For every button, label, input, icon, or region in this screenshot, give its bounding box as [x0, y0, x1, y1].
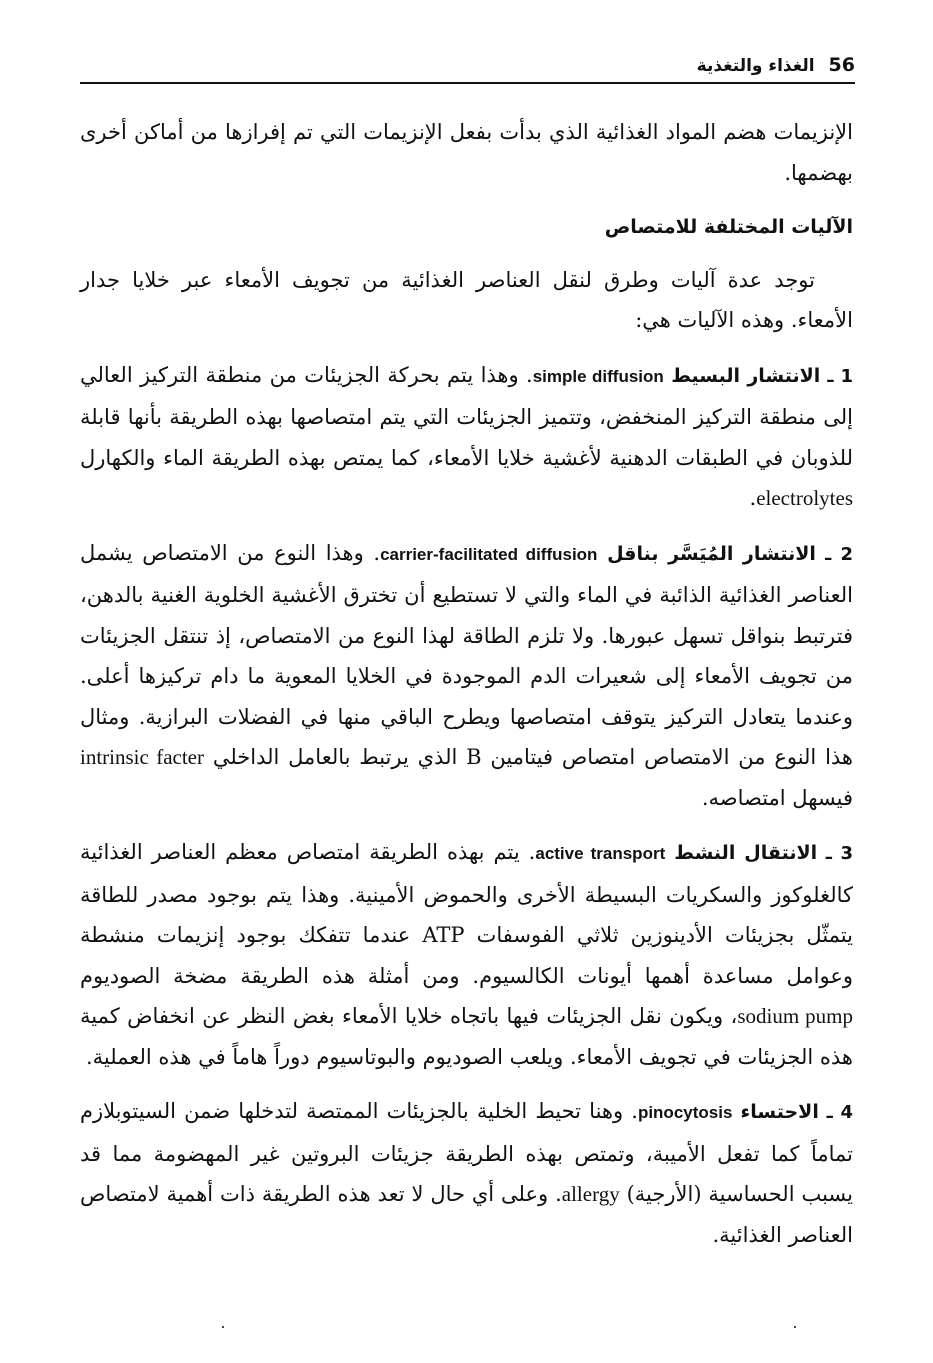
list-item: 2 ـ الانتشار المُيَسَّر بناقل carrier-facilitated diffusion. وهذا النوع من الامتصاص يشمل العناصر الغذائية الذائبة في الماء والتي لا تستطيع أن تخترق الأغشية الخلوية الغنية بالدهن، فترتبط بنواقل تسهل عبورها. ولا تلزم الطاقة لهذا النوع من الامتصاص، إذ تنتقل الجزيئات من تجويف الأمعاء إلى شعيرات الدم الموجودة في الخلايا المعوية ما دام تركيزها أعلى. وعندما يتعادل التركيز يتوقف امتصاصها ويطرح الباقي منها في الفضلات البرازية. ومثال هذا النوع من الامتصاص امتصاص فيتامين B الذي يرتبط بالعامل الداخلي intrinsic facter فيسهل امتصاصه. — [80, 540, 854, 810]
item-latin-term: sodium pump — [737, 1004, 853, 1028]
item-latin-term: intrinsic facter — [80, 745, 204, 769]
scan-speck — [794, 1326, 796, 1328]
item-text: . وهنا تحيط الخلية بالجزيئات الممتصة لتدخلها ضمن السيتوبلازم تماماً كما تفعل الأميبة، وتمتص بهذه الطريقة جزيئات البروتين غير المهضومة مما قد يسبب الحساسية (الأرجية) — [80, 1099, 853, 1206]
item-number: 1 — [840, 365, 853, 387]
list-item: 3 ـ الانتقال النشط active transport. يتم بهذه الطريقة امتصاص معظم العناصر الغذائية كالغلوكوز والسكريات البسيطة الأخرى والحموض الأمينية. وهذا يتم بوجود مصدر للطاقة يتمثّل بجزيئات الأدينوزين ثلاثي الفوسفات ATP عندما تتفكك بوجود إنزيمات منشطة وعوامل مساعدة أهمها أيونات الكالسيوم. ومن أمثلة هذه الطريقة مضخة الصوديوم sodium pump، ويكون نقل الجزيئات فيها باتجاه خلايا الأمعاء بغض النظر عن انخفاض كمية هذه الجزيئات في تجويف الأمعاء. ويلعب الصوديوم والبوتاسيوم دوراً هاماً في هذه العملية. — [80, 840, 853, 1069]
item-text-end: ، ويكون نقل الجزيئات فيها باتجاه خلايا الأمعاء بغض النظر عن انخفاض كمية هذه الجزيئات في تجويف الأمعاء. ويلعب الصوديوم والبوتاسيوم دوراً هاماً في هذه العملية. — [80, 1004, 853, 1069]
item-text: . وهذا يتم بحركة الجزيئات من منطقة التركيز العالي إلى منطقة التركيز المنخفض، وتتميز الجزيئات التي يتم امتصاصها بهذه الطريقة بأنها قابلة للذوبان في الطبقات الدهنية لأغشية خلايا الأمعاء، كما يمتص بهذه الطريقة الماء والكهارل — [80, 362, 853, 470]
item-term-english: pinocytosis — [637, 1103, 733, 1122]
list-item: 4 ـ الاحتساء pinocytosis. وهنا تحيط الخلية بالجزيئات الممتصة لتدخلها ضمن السيتوبلازم تماماً كما تفعل الأميبة، وتمتص بهذه الطريقة جزيئات البروتين غير المهضومة مما قد يسبب الحساسية (الأرجية) allergy. وعلى أي حال لا تعد هذه الطريقة ذات أهمية لامتصاص العناصر الغذائية. — [80, 1099, 853, 1247]
item-term-arabic: الانتشار البسيط — [671, 364, 821, 387]
section-intro-paragraph: توجد عدة آليات وطرق لنقل العناصر الغذائية من تجويف الأمعاء عبر خلايا جدار الأمعاء. وهذه الآليات هي: — [80, 267, 853, 332]
item-term-english: active transport — [535, 844, 666, 863]
item-text-end: . وعلى أي حال لا تعد هذه الطريقة ذات أهمية لامتصاص العناصر الغذائية. — [80, 1182, 853, 1247]
item-text-end: فيسهل امتصاصه. — [701, 785, 853, 810]
item-term-english: simple diffusion — [532, 366, 664, 386]
page-number: 56 — [828, 54, 855, 76]
list-item: 1 ـ الانتشار البسيط simple diffusion. وهذا يتم بحركة الجزيئات من منطقة التركيز العالي إلى منطقة التركيز المنخفض، وتتميز الجزيئات التي يتم امتصاصها بهذه الطريقة بأنها قابلة للذوبان في الطبقات الدهنية لأغشية خلايا الأمعاء، كما يمتص بهذه الطريقة الماء والكهارل electrolytes. — [80, 362, 853, 510]
item-term-arabic: الانتقال النشط — [674, 842, 818, 864]
section-heading: الآليات المختلفة للامتصاص — [604, 216, 853, 238]
running-title: الغذاء والتغذية — [696, 56, 815, 76]
item-latin-term: electrolytes — [756, 486, 853, 510]
scan-speck-marks — [0, 1326, 933, 1336]
item-term-arabic: الاحتساء — [740, 1101, 819, 1123]
item-number: 2 — [840, 543, 854, 565]
item-text: . وهذا النوع من الامتصاص يشمل العناصر الغذائية الذائبة في الماء والتي لا تستطيع أن تخترق الأغشية الخلوية الغنية بالدهن، فترتبط بنواقل تسهل عبورها. ولا تلزم الطاقة لهذا النوع من الامتصاص، إذ تنتقل الجزيئات من تجويف الأمعاء إلى شعيرات الدم الموجودة في الخلايا المعوية ما دام تركيزها أعلى. وعندما يتعادل التركيز يتوقف امتصاصها ويطرح الباقي منها في الفضلات البرازية. ومثال هذا النوع من الامتصاص امتصاص فيتامين B الذي يرتبط بالعامل الداخلي — [80, 540, 853, 769]
item-term-arabic: الانتشار المُيَسَّر بناقل — [607, 542, 816, 565]
item-number: 4 — [840, 1102, 853, 1123]
intro-paragraph: الإنزيمات هضم المواد الغذائية الذي بدأت بفعل الإنزيمات التي تم إفرازها من أماكن أخرى بهضمها. — [80, 120, 853, 185]
item-text: . يتم بهذه الطريقة امتصاص معظم العناصر الغذائية كالغلوكوز والسكريات البسيطة الأخرى والحموض الأمينية. وهذا يتم بوجود مصدر للطاقة يتمثّل بجزيئات الأدينوزين ثلاثي الفوسفات ATP عندما تتفكك بوجود إنزيمات منشطة وعوامل مساعدة أهمها أيونات الكالسيوم. ومن أمثلة هذه الطريقة مضخة الصوديوم — [80, 840, 853, 988]
scan-speck — [222, 1326, 224, 1328]
item-latin-term: allergy — [561, 1182, 620, 1206]
item-text-end: . — [749, 486, 757, 510]
item-number: 3 — [840, 843, 853, 864]
item-term-english: carrier-facilitated diffusion — [380, 544, 598, 564]
running-header — [80, 42, 855, 84]
page-body — [80, 112, 853, 1269]
